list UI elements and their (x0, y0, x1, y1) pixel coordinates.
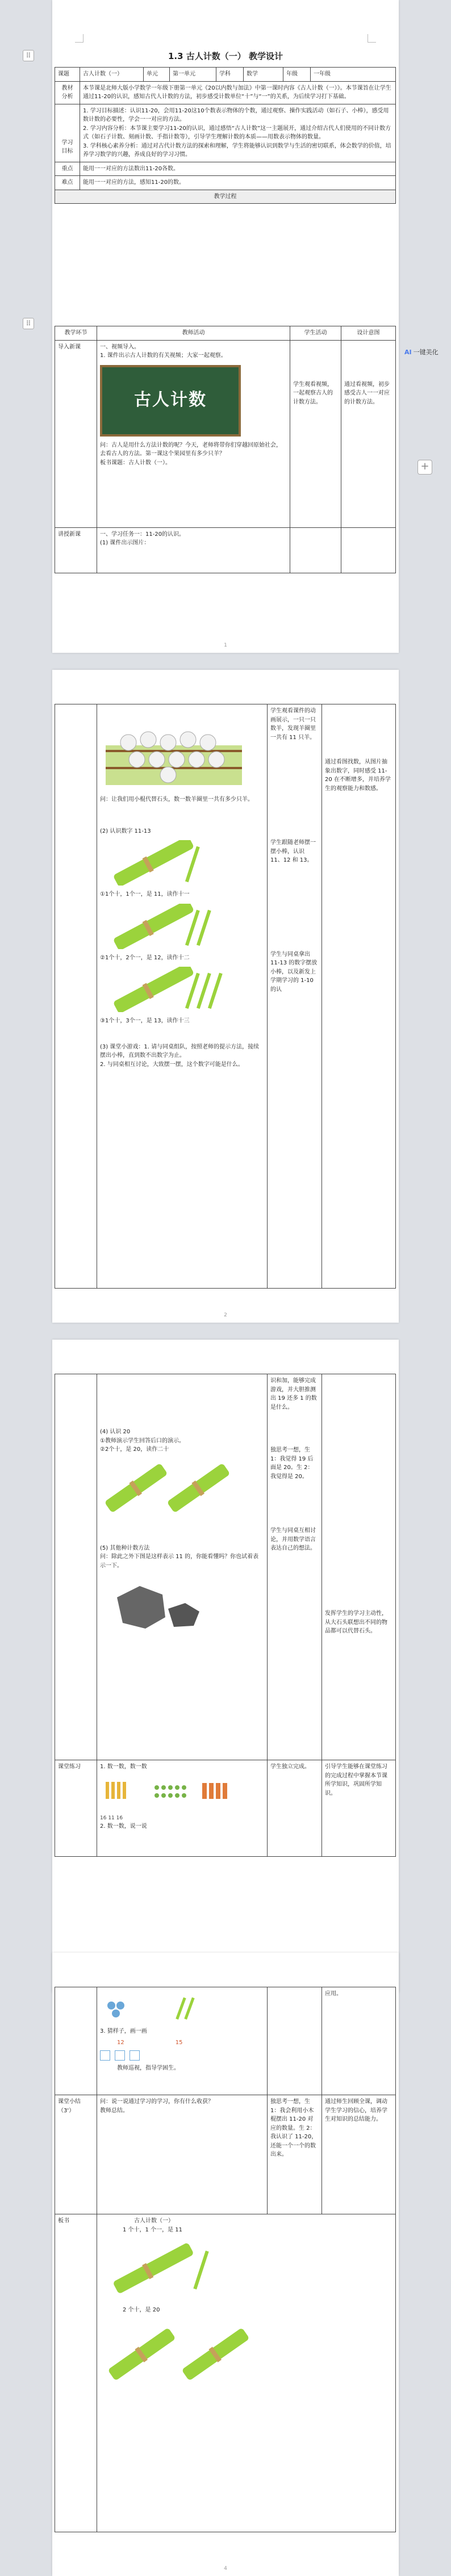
summary-question: 问：说一说通过学习的学习，你有什么收获？ (100, 2099, 214, 2105)
stick-caption: ③1个十，3个一，是 13，读作十三 (100, 1018, 190, 1024)
goal-item: 1. 学习目标描述：认识11-20，会用11-20这10个数表示物体的个数，通过观察、操作实践活动（如石子、小棒），感受用数计数的必要性，学会一一对应的方法。 (83, 107, 389, 123)
col-header-link: 教学环节 (55, 326, 97, 341)
ai-beautify-label: 一键美化 (413, 349, 439, 356)
summary-intent: 通过师生回顾全课，调动学生学习的信心，培养学生对知识的总结能力。 (322, 2095, 396, 2214)
draw-numbers (117, 2038, 264, 2048)
summary-teacher-cell (97, 2095, 268, 2214)
two-bundles-image (100, 1459, 236, 1521)
practice-teacher-cell (97, 1760, 268, 1857)
board-label: 板书 (55, 2214, 97, 2532)
intro-student: 学生观看视频，一起观察古人的计数方法。 (290, 340, 341, 527)
col-header-intent: 设计意图 (341, 326, 396, 341)
sheep-pen-image (100, 711, 248, 791)
new-teacher-cell (97, 527, 290, 573)
empty-cell (341, 527, 396, 573)
board-line: 1 个十，1 个一，是 11 (123, 2226, 182, 2233)
step-title: (4) 认识 20 (100, 1429, 131, 1435)
draw-box[interactable] (115, 2050, 125, 2061)
key-label: 重点 (55, 162, 80, 176)
intro-label: 导入新课 (55, 340, 97, 527)
summary-student: 独思考一想，生 1：我会利用小木棍摆出 11-20 对应的数量。生 2：我认识了 11-20，还能一个一个的数出来。 (268, 2095, 322, 2214)
stick-bundle-image (100, 967, 231, 1012)
process-band: 教学过程 (55, 190, 396, 204)
step-title: (5) 其他种计数方法 (100, 1545, 150, 1551)
student-activity: 学生与同桌互相讨论，并用数学语言表达自己的想法。 (270, 1528, 316, 1551)
student-activity: 学生观看课件的动画展示，一只一只数羊，发现羊圈里一共有 11 只羊。 (270, 708, 316, 741)
draw-number: 12 (117, 2039, 124, 2046)
difficulty-label: 难点 (55, 176, 80, 190)
header-row (55, 68, 396, 82)
ai-icon: AI (404, 349, 412, 356)
task-title: 一、学习任务一：11-20的认识。 (100, 531, 185, 538)
question-text: 问：让我们用小棍代替石头，数一数羊圈里一共有多少只羊。 (100, 796, 253, 803)
stick-bundle-image (100, 840, 214, 886)
page-corner-mark (368, 34, 376, 43)
stones-image (100, 1575, 214, 1631)
page-number: 4 (224, 2566, 227, 2571)
process-table-cont (55, 704, 396, 1289)
page-corner-mark (75, 34, 83, 43)
drag-handle-icon[interactable]: ⠿ (23, 50, 34, 61)
header-cell: 学科 (216, 68, 244, 82)
chalkboard-text: 古人计数 (134, 390, 207, 410)
analysis-label: 教材 分析 (55, 81, 80, 104)
practice-label: 课堂练习 (55, 1760, 97, 1857)
header-cell: 数学 (244, 68, 283, 82)
stick-caption: ②1个十，2个一，是 12，读作十二 (100, 954, 190, 961)
document-title: 1.3 古人计数（一） 教学设计 (168, 51, 283, 61)
practice-image (100, 1994, 248, 2023)
counting-items-image (100, 1776, 248, 1810)
board-line: 2 个十，是 20 (123, 2307, 160, 2313)
board-two-bundles-image (100, 2319, 259, 2393)
document-page-4 (52, 1953, 399, 2576)
header-cell: 年级 (283, 68, 311, 82)
page-number: 1 (224, 643, 227, 648)
step-text: ②2个十，是 20，读作二十 (100, 1446, 169, 1453)
intro-board-title: 板书课题：古人计数（一）。 (100, 459, 171, 466)
goal-item: 3. 学科核心素养分析：通过对古代计数方法的探索和理解，学生将能够认识到数学与生活的密切联系，体会数学的价值，培养学习数学的兴趣，养成良好的学习习惯。 (83, 142, 391, 158)
new-teacher-cell (97, 704, 268, 1289)
empty-cell (55, 704, 97, 1289)
practice-student: 学生独立完成。 (268, 1760, 322, 1857)
page-number: 2 (224, 1312, 227, 1318)
goals-cell (80, 104, 396, 162)
practice-intent: 引导学生能够在课堂练习的完成过程中掌握本节课所学知识，巩固所学知识。 (322, 1760, 396, 1857)
empty-cell (55, 1987, 97, 2095)
intro-step: 1. 课件出示古人计数的有关视频；大家一起观察。 (100, 353, 227, 359)
student-activity: 学生与同桌拿出 11-13 的数字摆放小棒，以及新发上学期学习的 1-10 的认 (270, 951, 318, 993)
new-student-cell (268, 704, 322, 1289)
process-table-cont (55, 1374, 396, 1857)
practice-item: 1. 数一数，数一数 (100, 1764, 147, 1770)
empty-cell (290, 527, 341, 573)
draw-box[interactable] (130, 2050, 140, 2061)
draw-box[interactable] (100, 2050, 110, 2061)
document-page-3 (52, 1340, 399, 1992)
header-cell: 第一单元 (170, 68, 216, 82)
col-header-teacher: 教师活动 (97, 326, 290, 341)
difficulty-text: 能用一一对应的方法，感知11-20的数。 (80, 176, 396, 190)
process-table (55, 326, 396, 573)
draw-number: 15 (175, 2039, 183, 2046)
new-teacher-cell (97, 1374, 268, 1760)
stick-bundle-image (100, 904, 225, 949)
practice-item: 3. 猜样子，画一画 (100, 2028, 147, 2034)
col-header-student: 学生活动 (290, 326, 341, 341)
design-intent: 发挥学生的学习主动性，从大石头联想出不同的物品都可以代替石头。 (325, 1610, 387, 1634)
practice-intent: 应用。 (322, 1987, 396, 2095)
goal-item: 2. 学习内容分析：本节课主要学习11-20的认识，通过感悟“古人计数”这一主题展开，通过介绍古代人们使用的不同计数方式（如石子计数、刻画计数、手指计数等），引导学生理解计数的本质——用数表示物体的数量。 (83, 125, 391, 140)
new-intent-cell (322, 704, 396, 1289)
intro-question: 问：古人是用什么方法计数的呢？今天，老师将带你们穿越回原始社会，去看古人的方法。第一课这个果园里有多少只羊？ (100, 442, 282, 457)
intro-intent: 通过看视频，初步感受古人一一对应的计数方法。 (341, 340, 396, 527)
new-intent-cell (322, 1374, 396, 1760)
board-title: 古人计数（一） (134, 2218, 174, 2224)
step-text: 问：除此之外下图是这样表示 11 的，你能看懂吗？你也试着表示一下。 (100, 1554, 259, 1569)
document-page-1 (52, 0, 399, 653)
chalkboard-image (100, 365, 241, 437)
board-cell (97, 2214, 396, 2532)
process-table-cont (55, 1987, 396, 2532)
game-text: (3) 课堂小游戏：1. 请与同桌组队，按照老师的提示方法，接续摆出小棒，直到数不出数字为止。 (100, 1043, 260, 1059)
intro-teacher-cell (97, 340, 290, 527)
summary-label: 课堂小结 （3'） (55, 2095, 97, 2214)
new-label: 讲授新课 (55, 527, 97, 573)
lesson-info-table (55, 67, 396, 204)
practice-numbers: 16 11 16 (100, 1815, 123, 1821)
document-page-2 (52, 670, 399, 1323)
practice-item: 教师巡视，指导学困生。 (117, 2065, 179, 2071)
header-cell: 课题 (55, 68, 80, 82)
analysis-text: 本节课是北师大版小学数学一年级下册第一单元《20以内数与加法》中第一课时内容《古人计数（一）》。本节课旨在让学生通过11-20的认识，感知古代人计数的方法，初步感受计数单位“十”与“一”的关系，为后续学习打下基础。 (80, 81, 396, 104)
student-activity: 独思考一想，生 1：我觉得 19 后面是 20。生 2：我觉得是 20。 (270, 1447, 314, 1480)
key-text: 能用一一对应的方法数出11-20各数。 (80, 162, 396, 176)
step-title: (2) 认识数字 11-13 (100, 828, 151, 834)
new-student-cell (268, 1374, 322, 1760)
student-activity: 识和加，能够完成游戏，并大胆推测出 19 还多 1 的数是什么。 (270, 1378, 317, 1411)
task-step: (1) 课件出示图片： (100, 540, 150, 546)
empty-cell (268, 1987, 322, 2095)
empty-cell (55, 1374, 97, 1760)
summary-conclusion: 教师总结。 (100, 2107, 128, 2114)
practice-item: 2. 数一数，说一说 (100, 1823, 147, 1830)
step-text: ①教师演示学生回答后口的演示。 (100, 1437, 185, 1444)
ai-beautify-button[interactable] (404, 347, 440, 356)
add-block-button[interactable]: + (417, 460, 432, 475)
intro-step: 一、视频导入。 (100, 343, 140, 350)
practice-teacher-cell (97, 1987, 268, 2095)
game-text: 2. 与同桌相互讨论，大致摆一摆，这个数字可能是什么。 (100, 1061, 244, 1068)
board-bundle-image (100, 2239, 236, 2301)
student-activity: 学生跟随老师摆一摆小棒，认识 11、12 和 13。 (270, 840, 316, 863)
drawing-boxes (100, 2050, 264, 2061)
goals-label: 学习 目标 (55, 104, 80, 162)
header-cell: 单元 (144, 68, 170, 82)
design-intent: 通过看图找数，从图片抽象出数字，同时感受 11-20 在不断增多，并培养学生的观察能力和数感。 (325, 759, 391, 792)
stick-caption: ①1个十，1个一，是 11，读作十一 (100, 891, 190, 897)
header-cell: 一年级 (311, 68, 396, 82)
header-cell: 古人计数（一） (80, 68, 144, 82)
drag-handle-icon[interactable]: ⠿ (23, 318, 34, 329)
